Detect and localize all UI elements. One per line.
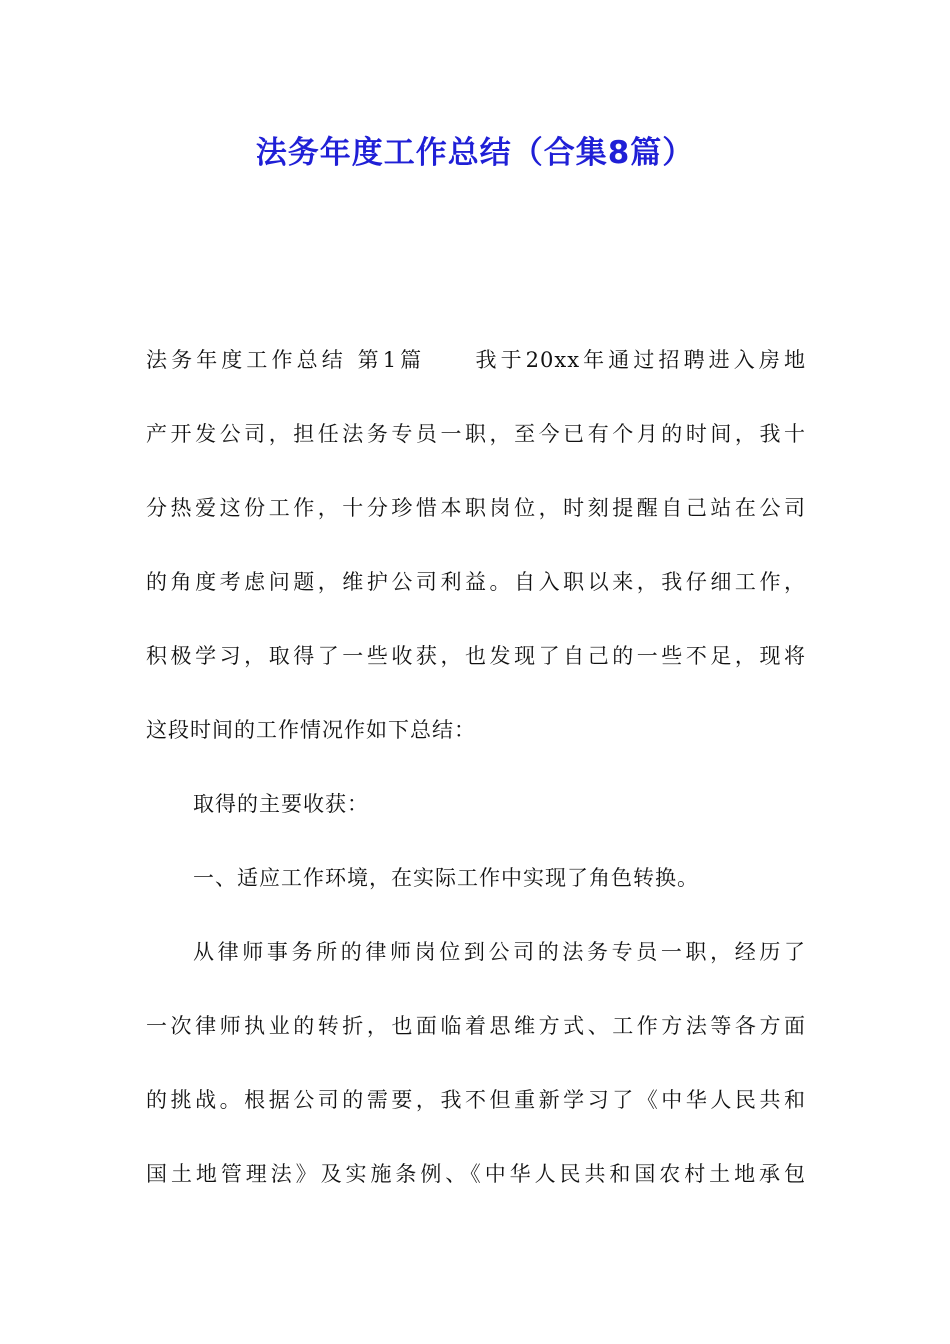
body-line: 一次律师执业的转折，也面临着思维方式、工作方法等各方面 bbox=[146, 1014, 806, 1038]
body-line: 从律师事务所的律师岗位到公司的法务专员一职，经历了 bbox=[193, 940, 806, 964]
body-line: 的角度考虑问题，维护公司利益。自入职以来，我仔细工作， bbox=[146, 570, 806, 594]
section-heading: 取得的主要收获： bbox=[193, 792, 369, 816]
document-title: 法务年度工作总结（合集8篇） bbox=[255, 135, 695, 171]
body-line: 法务年度工作总结 第1篇 我于20xx年通过招聘进入房地 bbox=[146, 348, 806, 372]
body-line: 的挑战。根据公司的需要，我不但重新学习了《中华人民共和 bbox=[146, 1088, 806, 1112]
body-line: 这段时间的工作情况作如下总结： bbox=[146, 718, 476, 742]
subsection-heading: 一、适应工作环境，在实际工作中实现了角色转换。 bbox=[193, 866, 699, 890]
body-line: 产开发公司，担任法务专员一职，至今已有个月的时间，我十 bbox=[146, 422, 806, 446]
body-line: 国土地管理法》及实施条例、《中华人民共和国农村土地承包 bbox=[146, 1162, 806, 1186]
body-line: 积极学习，取得了一些收获，也发现了自己的一些不足，现将 bbox=[146, 644, 806, 668]
document-body bbox=[146, 339, 806, 1227]
body-line: 分热爱这份工作，十分珍惜本职岗位，时刻提醒自己站在公司 bbox=[146, 496, 806, 520]
